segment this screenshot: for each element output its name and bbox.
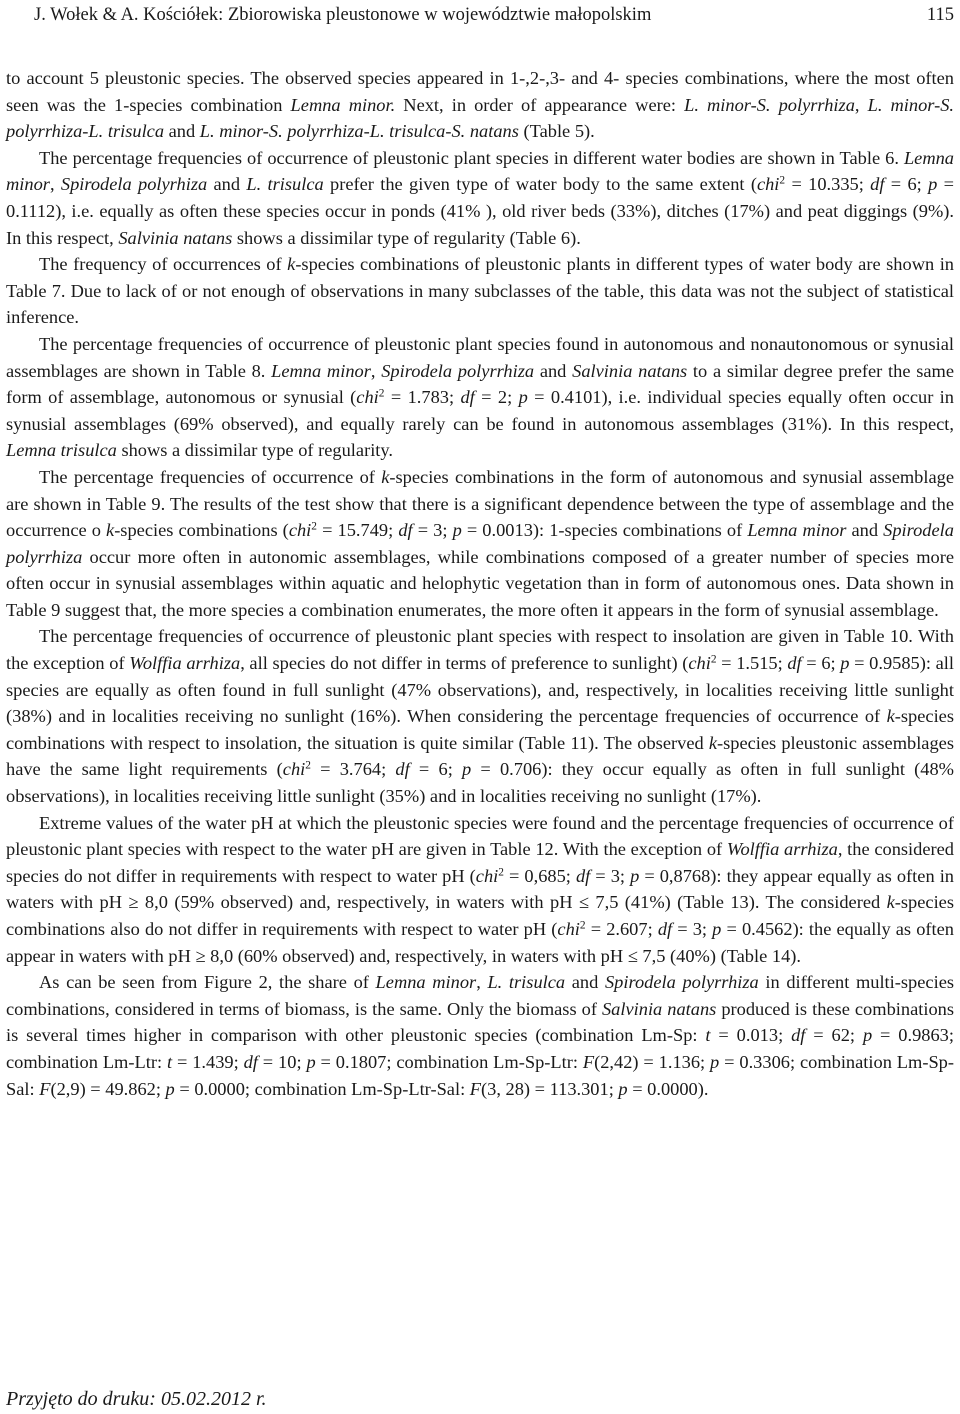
paragraph [6,969,954,1102]
italic-text: chi [475,865,499,886]
text-run: = 0.0000; combination Lm-Sp-Ltr-Sal: [174,1078,470,1099]
italic-text: p [518,387,528,408]
text-run: to account 5 pleustonic species. The observed species appeared in 1-,2-,3- and 4- species combinations, where the most often seen was the 1-species combination [6,68,954,115]
italic-text: df [787,653,802,674]
text-run: = 1.515; [716,653,788,674]
text-run: = 10.335; [785,174,871,195]
text-run: shows a dissimilar type of regularity (Table 6). [232,227,581,248]
italic-text: p [710,1051,720,1072]
text-run: = 0,8768): they appear equally as often in waters with pH ≥ 8,0 (59% observed) and, respectively, in waters with pH ≤ 7,5 (41%) (Table 13). The considered [6,865,954,913]
text-run: = 3; [672,919,713,939]
italic-text: L. trisulca [246,174,324,195]
text-run: = 10; [257,1051,307,1072]
text-run: -species combinations also do not differ in requirements with respect to water pH ( [6,892,954,939]
paragraph [6,251,954,331]
italic-text: Lemna minor [375,972,477,993]
italic-text: L. trisulca [487,972,566,993]
text-run: = 62; [805,1025,863,1046]
running-title: J. Wołek & A. Kościółek: Zbiorowiska pleustonowe w województwie małopolskim [34,5,652,25]
italic-text: Spirodela polyrrhiza [604,972,759,993]
superscript: 2 [311,520,317,533]
italic-text: Salvinia natans [118,227,233,248]
text-run: produced is these combinations is several times higher in comparison with other pleustonic species (combination Lm-Sp: [6,998,954,1046]
italic-text: p [452,520,462,541]
text-run: = 0.4101), i.e. individual species equally often occur in synusial assemblages (69% observed), and equally rarely can be found in autonomous assemblages (31%). In this respect, [6,387,954,434]
text-run: = 0.1807; combination Lm-Sp-Ltr: [315,1051,583,1072]
text-run: (2,42) = 1.136; [594,1051,711,1072]
text-run: = 0.9585): all species are equally as often found in full sunlight (47% observations), and, respectively, in localities receiving little sunlight (38%) and in localities receiving no sunlight (16%). When considering the percentage frequencies of occurrence of [6,653,955,727]
running-header [6,3,954,27]
text-run: = 0.0000). [627,1078,709,1099]
text-run: The percentage frequencies of occurrence of pleustonic plant species in different water bodies are shown in Table 6. [39,147,904,168]
italic-text: L. minor-S. polyrrhiza-L. trisulca [6,94,954,142]
text-run: = 0.3306; combination Lm-Sp-Sal: [6,1051,954,1099]
italic-text: k [287,254,296,275]
text-run: , the considered species do not differ in requirements with respect to water pH ( [6,839,954,886]
text-run: to a similar degree prefer the same form of assemblage, autonomous or synusial ( [6,360,955,408]
text-run: (3, 28) = 113.301; [481,1078,619,1099]
italic-text: Wolffia arrhiza [726,839,838,860]
text-run: in different multi-species combinations, considered in terms of biomass, is the same. Only the biomass of [6,972,955,1019]
text-run: = 2; [474,387,519,408]
superscript: 2 [779,175,786,188]
paragraph [6,331,954,464]
italic-text: p [862,1025,873,1046]
italic-text: chi [557,919,580,939]
text-run: and [534,360,573,381]
text-run: (Table 5). [518,121,595,142]
italic-text: Lemna minor [747,520,847,541]
italic-text: p [618,1078,628,1099]
text-run: The percentage frequencies of occurrence of pleustonic plant species found in autonomous and nonautonomous or synusial assemblages are shown in Table 8. [6,333,954,381]
italic-text: F [39,1078,51,1099]
text-run: and [565,972,605,993]
text-run: -species combinations in the form of autonomous and synusial assemblage are shown in Table 9. The results of the test show that there is a significant dependence between the type of assemblage and the occurrence o [6,466,954,541]
text-run: = 6; [801,653,841,674]
paragraph [6,623,954,809]
italic-text: df [870,174,885,195]
text-run: = 0.0013): 1-species combinations of [461,520,748,541]
italic-text: df [575,865,591,886]
text-run: As can be seen from Figure 2, the share of [39,972,376,993]
text-run: The frequency of occurrences of [39,254,288,275]
italic-text: chi [282,759,306,780]
italic-text: k [886,706,895,727]
text-run: and [846,520,884,541]
text-run: prefer the given type of water body to the same extent ( [323,174,757,195]
italic-text: Spirodela polyrrhiza [381,360,535,381]
text-run: = 6; [409,759,462,780]
italic-text: k [106,520,115,541]
italic-text: df [395,759,410,780]
page-number: 115 [926,5,954,25]
text-run: = 0.9863; combination Lm-Ltr: [6,1025,954,1072]
superscript: 2 [710,653,717,666]
text-run: = 0.1112), i.e. equally as often these species occur in ponds (41% ), old river beds (33%), ditches (17%) and peat diggings (9%). In this respect, [6,174,954,248]
italic-text: L. minor-S. polyrrhiza [684,94,855,115]
italic-text: p [306,1051,316,1072]
superscript: 2 [305,760,311,773]
text-run: = 0.013; [710,1025,792,1046]
text-run: , [49,174,61,195]
paragraph [6,464,954,624]
italic-text: k [708,732,717,753]
article-body [6,65,954,1102]
text-run: Extreme values of the water pH at which the pleustonic species were found and the percentage frequencies of occurrence of pleustonic plant species with respect to the water pH are given in Table 12. With the exception of [6,812,954,860]
text-run: = 0.706): they occur equally as often in full sunlight (48% observations), in localities receiving little sunlight (35%) and in localities receiving no sunlight (17%). [6,759,955,807]
paragraph [6,65,954,145]
text-run: -species combinations of pleustonic plants in different types of water body are shown in Table 7. Due to lack of or not enough of observations in many subclasses of the table, this data was not the subject of statistical inference. [6,254,954,328]
italic-text: df [460,387,475,408]
text-run: , [476,972,488,993]
text-run: (2,9) = 49.862; [50,1078,166,1099]
italic-text: p [165,1078,175,1099]
text-run: and [207,174,247,195]
superscript: 2 [498,866,504,879]
italic-text: Spirodela polyrrhiza [6,520,954,567]
italic-text: Lemna trisulca [6,440,117,461]
italic-text: t [166,1051,173,1072]
italic-text: chi [288,520,312,541]
italic-text: L. minor-S. polyrrhiza-L. trisulca-S. natans [199,121,519,142]
text-run: = 15.749; [316,520,399,541]
accepted-for-print-note: Przyjęto do druku: 05.02.2012 r. [6,1388,267,1410]
italic-text: df [398,520,413,541]
text-run: -species combinations with respect to insolation, the situation is quite similar (Table 11). The observed [6,706,954,753]
text-run: occur more often in autonomic assemblages, while combinations composed of a greater number of species more often occur in synusial assemblages within aquatic and helophytic vegetation than in form of autonomous ones. Data shown in Table 9 suggest that, the more species a combination enumerates, the more often it appears in the form of synusial assemblage. [6,546,954,620]
text-run: = 2.607; [585,919,658,939]
italic-text: Lemna minor [6,147,954,195]
italic-text: Wolffia arrhiza [129,653,241,674]
paragraph [6,810,954,970]
text-run: = 1.439; [172,1051,244,1072]
text-run: -species pleustonic assemblages have the same light requirements ( [6,732,954,780]
italic-text: df [791,1025,806,1046]
italic-text: k [381,466,390,487]
italic-text: Lemna minor. [290,94,396,115]
text-run: -species combinations ( [114,520,289,541]
text-run: = 6; [884,174,929,195]
italic-text: chi [688,653,711,674]
text-run: shows a dissimilar type of regularity. [116,440,394,461]
italic-text: F [582,1051,595,1072]
superscript: 2 [579,919,586,932]
text-run: , all species do not differ in terms of preference to sunlight) ( [240,653,689,674]
italic-text: t [705,1025,711,1046]
italic-text: p [462,759,472,780]
italic-text: Lemna minor [271,360,371,381]
text-run: = 3.764; [310,759,396,780]
paragraph [6,145,954,251]
text-run: , [370,360,382,381]
italic-text: p [630,865,640,886]
italic-text: chi [756,174,780,195]
italic-text: p [712,919,722,939]
text-run: = 3; [590,865,631,886]
italic-text: chi [356,387,379,408]
text-run: and [164,121,200,142]
italic-text: df [243,1051,258,1072]
italic-text: Salvinia natans [572,360,688,381]
text-run: The percentage frequencies of occurrence of pleustonic plant species with respect to insolation are given in Table 10. With the exception of [6,626,954,674]
italic-text: df [657,919,673,939]
italic-text: p [928,174,938,195]
italic-text: Spirodela polyrhiza [60,174,208,195]
text-run: , [854,94,868,115]
text-run: Next, in order of appearance were: [395,94,685,115]
text-run: = 0.4562): the equally as often appear in waters with pH ≥ 8,0 (60% observed) and, respectively, in waters with pH ≤ 7,5 (40%) (Table 14). [6,919,954,966]
text-run: = 1.783; [384,387,461,408]
italic-text: k [886,892,895,913]
italic-text: Salvinia natans [601,998,717,1019]
italic-text: p [840,653,850,674]
text-run: = 0,685; [503,865,576,886]
text-run: The percentage frequencies of occurrence of [39,466,382,487]
italic-text: F [469,1078,482,1099]
text-run: = 3; [412,520,453,541]
superscript: 2 [378,387,385,400]
